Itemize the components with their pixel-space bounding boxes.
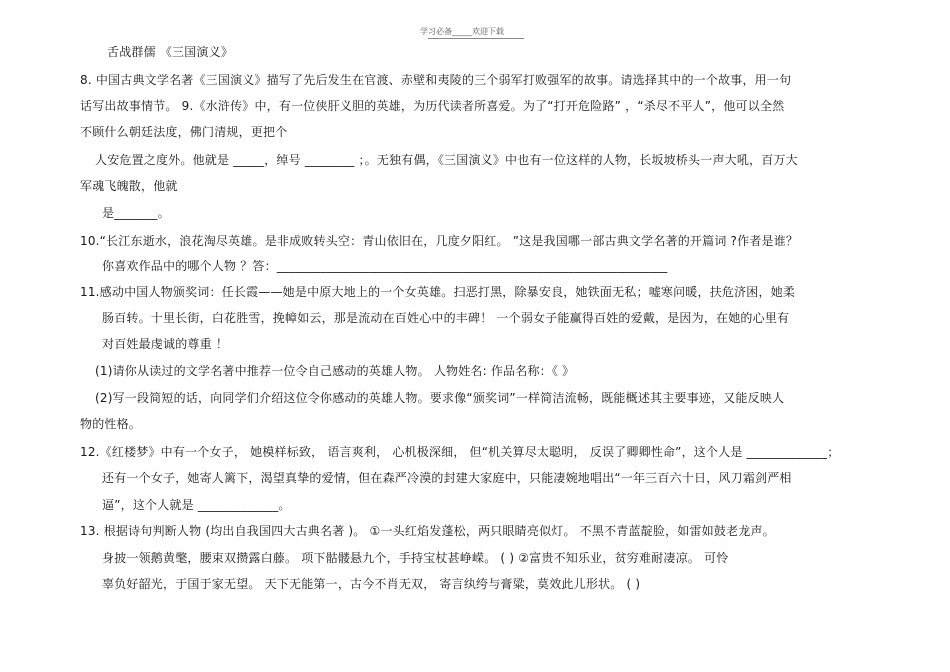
line-16: 12.《红楼梦》中有一个女子， 她模样标致， 语言爽利， 心机极深细， 但“机关算尽太聪明， 反误了卿卿性命”，这个人是 _____________； [80,445,840,459]
line-2: 8. 中国古典文学名著《三国演义》描写了先后发生在官渡、赤壁和夷陵的三个弱军打败强军的故事。请选择其中的一个故事，用一句 [80,73,792,87]
line-14: (2)写一段简短的话，向同学们介绍这位令你感动的英雄人物。要求像“颁奖词”一样简洁流畅，既能概述其主要事迹，又能反映人 [95,391,785,405]
line-8: 10.“长江东逝水，浪花淘尽英雄。是非成败转头空：青山依旧在，几度夕阳红。 ”这是我国哪一部古典文学名著的开篇词 ?作者是谁？ [80,234,799,248]
line-6: 军魂飞魄散，他就 [80,179,178,193]
page-header: 学习必备_____欢迎下载 [420,27,504,36]
line-15: 物的性格。 [80,417,142,431]
line-9: 你喜欢作品中的哪个人物 ？答：_______________________________________________________________ [102,259,668,273]
line-11: 肠百转。十里长街，白花胜雪，挽幛如云，那是流动在百姓心中的丰碑！ 一个弱女子能赢得百姓的爱戴，是因为，在她的心里有 [102,311,790,325]
line-20: 身披一领鹅黄氅，腰束双攒露白藤。 项下骷髅悬九个，手持宝杖甚峥嵘。 ( ) ②富贵不知乐业，贫穷难耐凄凉。 可怜 [102,551,729,565]
line-5: 人安危置之度外。他就是 _____，绰号 ________ ；。无独有偶，《三国演义》中也有一位这样的人物，长坂坡桥头一声大吼，百万大 [95,153,798,167]
line-1: 舌战群儒 《三国演义》 [107,45,234,59]
line-3: 话写出故事情节。 9.《水浒传》中，有一位侠肝义胆的英雄，为历代读者所喜爱。为了“打开危险路” ，“杀尽不平人”，他可以全然 [80,99,785,113]
line-4: 不顾什么朝廷法度，佛门清规，更把个 [80,125,288,139]
line-13: (1)请你从读过的文学名著中推荐一位令自己感动的英雄人物。 人物姓名: 作品名称：《 》 [95,364,575,378]
line-7: 是_______。 [102,206,170,220]
line-12: 对百姓最虔诚的尊重 ！ [102,337,229,351]
line-18: 逼”，这个人就是 _____________。 [102,498,291,512]
header-rule [428,38,524,39]
line-17: 还有一个女子，她寄人篱下，渴望真挚的爱情，但在森严冷漠的封建大家庭中，只能凄婉地唱出“一年三百六十日，风刀霜剑严相 [102,471,792,485]
line-10: 11.感动中国人物颁奖词：任长霞——她是中原大地上的一个女英雄。扫恶打黑，除暴安良，她铁面无私；嘘寒问暖，扶危济困，她柔 [80,285,796,299]
line-19: 13. 根据诗句判断人物 (均出自我国四大古典名著 )。 ①一头红焰发蓬松，两只眼睛亮似灯。 不黑不青蓝靛脸，如雷如鼓老龙声。 [80,524,775,538]
line-21: 辜负好韶光，于国于家无望。 天下无能第一，古今不肖无双， 寄言纨绔与膏粱，莫效此儿形状。 ( ) [102,577,641,591]
